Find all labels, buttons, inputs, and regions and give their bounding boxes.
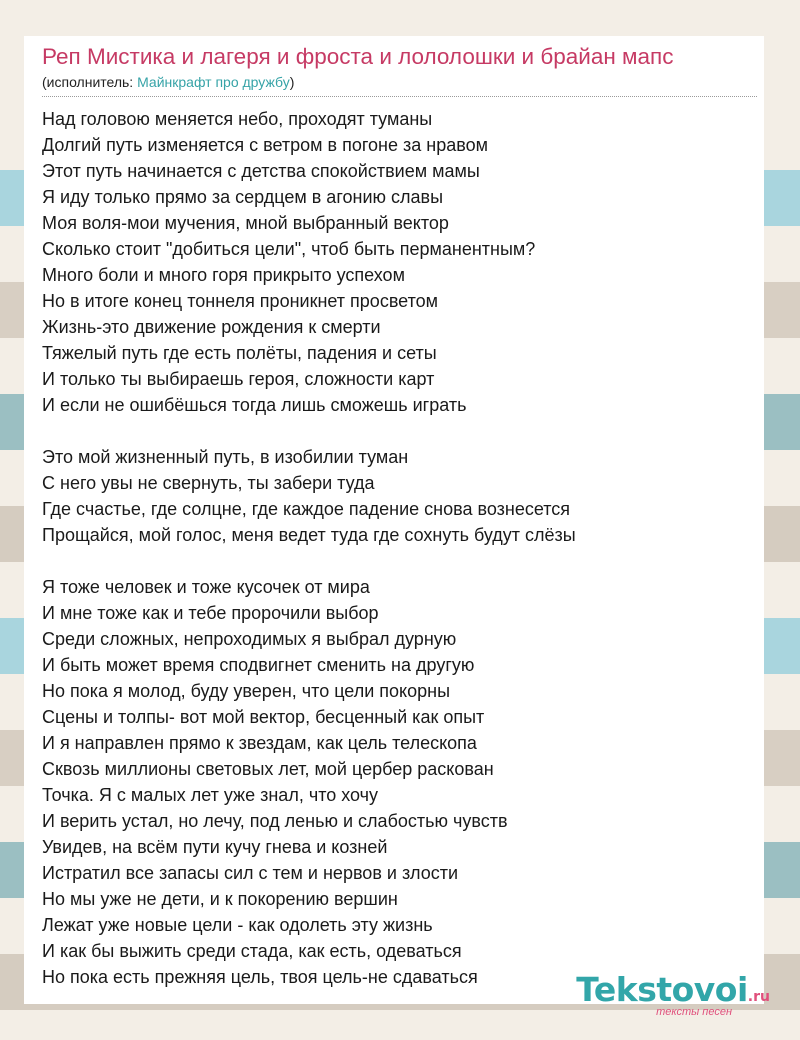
title-divider — [42, 96, 757, 97]
lyric-line: И верить устал, но лечу, под ленью и слабостью чувств — [42, 811, 508, 831]
lyric-line: Где счастье, где солцне, где каждое падение снова вознесется — [42, 499, 571, 519]
lyric-line: Лежат уже новые цели - как одолеть эту жизнь — [42, 915, 433, 935]
logo-tagline: тексты песен — [656, 1006, 732, 1018]
lyric-line: Но мы уже не дети, и к покорению вершин — [42, 889, 398, 909]
lyrics-stanza — [42, 106, 757, 418]
lyric-line: Точка. Я с малых лет уже знал, что хочу — [42, 785, 379, 805]
lyric-line: Над головою меняется небо, проходят туманы — [42, 109, 433, 129]
song-title: Реп Мистика и лагеря и фроста и лололошки и брайан мапс — [42, 44, 674, 69]
lyric-line: Увидев, на всём пути кучу гнева и козней — [42, 837, 388, 857]
lyric-line: И я направлен прямо к звездам, как цель телескопа — [42, 733, 477, 753]
site-logo[interactable] — [550, 970, 770, 1026]
lyric-line: Сквозь миллионы световых лет, мой цербер раскован — [42, 759, 494, 779]
lyrics-stanza — [42, 444, 757, 548]
lyric-line: Но пока я молод, буду уверен, что цели покорны — [42, 681, 451, 701]
lyric-line: Истратил все запасы сил с тем и нервов и злости — [42, 863, 459, 883]
lyric-line: Но пока есть прежняя цель, твоя цель-не сдаваться — [42, 967, 478, 987]
lyric-line: С него увы не свернуть, ты забери туда — [42, 473, 375, 493]
lyric-line: Сцены и толпы- вот мой вектор, бесценный как опыт — [42, 707, 485, 727]
artist-suffix: ) — [289, 74, 295, 90]
lyrics-stanza — [42, 574, 757, 990]
lyric-line: И как бы выжить среди стада, как есть, одеваться — [42, 941, 462, 961]
lyrics-sheet — [24, 36, 764, 1004]
lyric-line: Среди сложных, непроходимых я выбрал дурную — [42, 629, 457, 649]
lyric-line: Моя воля-мои мучения, мной выбранный вектор — [42, 213, 449, 233]
artist-line — [42, 74, 294, 90]
lyric-line: Прощайся, мой голос, меня ведет туда где сохнуть будут слёзы — [42, 525, 576, 545]
lyric-line: Я тоже человек и тоже кусочек от мира — [42, 577, 370, 597]
lyric-line: Тяжелый путь где есть полёты, падения и сеты — [42, 343, 437, 363]
lyric-line: Это мой жизненный путь, в изобилии туман — [42, 447, 409, 467]
lyrics-body — [42, 106, 757, 1016]
lyric-line: Но в итоге конец тоннеля проникнет просветом — [42, 291, 439, 311]
artist-prefix: (исполнитель: — [42, 74, 138, 90]
lyric-line: И только ты выбираешь героя, сложности карт — [42, 369, 435, 389]
lyric-line: И мне тоже как и тебе пророчили выбор — [42, 603, 379, 623]
lyric-line: Долгий путь изменяется с ветром в погоне за нравом — [42, 135, 488, 155]
lyric-line: Жизнь-это движение рождения к смерти — [42, 317, 381, 337]
artist-link[interactable]: Майнкрафт про дружбу — [137, 74, 290, 90]
lyric-line: И быть может время сподвигнет сменить на другую — [42, 655, 475, 675]
lyric-line: Я иду только прямо за сердцем в агонию славы — [42, 187, 444, 207]
logo-domain: .ru — [747, 989, 770, 1005]
lyric-line: Сколько стоит "добиться цели", чтоб быть перманентным? — [42, 239, 536, 259]
lyric-line: Этот путь начинается с детства спокойствием мамы — [42, 161, 480, 181]
lyric-line: Много боли и много горя прикрыто успехом — [42, 265, 405, 285]
lyric-line: И если не ошибёшься тогда лишь сможешь играть — [42, 395, 467, 415]
logo-wordmark: Tekstovoi — [576, 970, 748, 1009]
